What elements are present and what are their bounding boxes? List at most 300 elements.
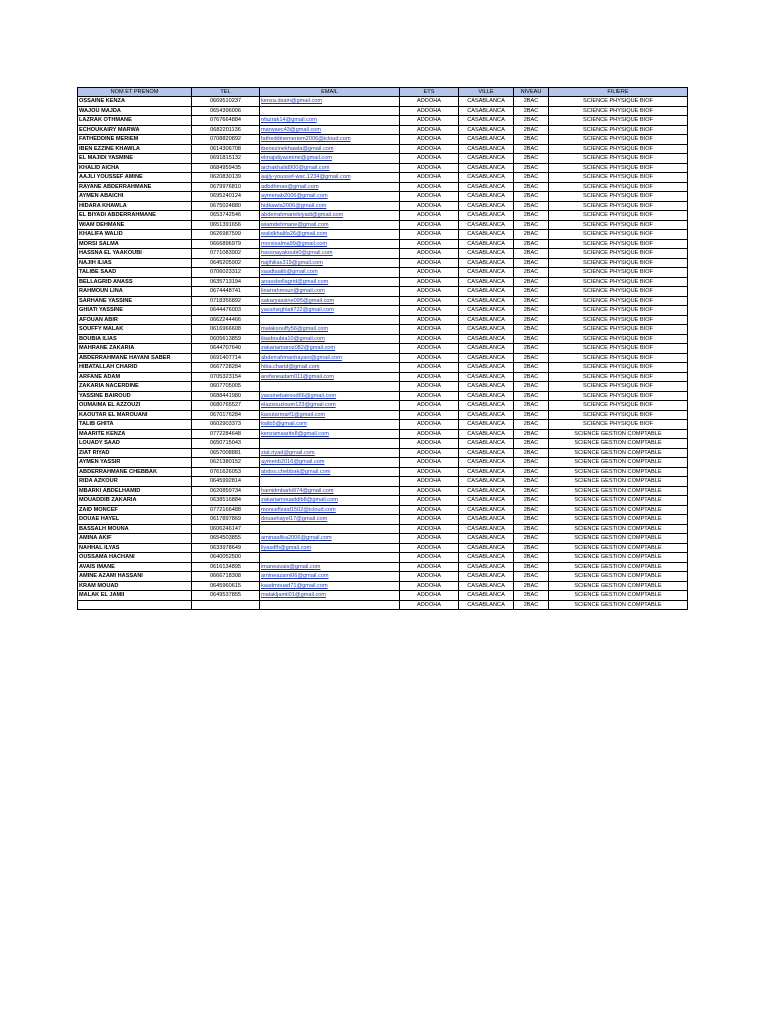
cell-ets: ADDOHA <box>400 477 459 487</box>
cell-name: EL MAJIDI YASMINE <box>78 154 192 164</box>
cell-email[interactable]: abderrahmanhayani@gmail.com <box>260 353 400 363</box>
cell-niveau: 2BAC <box>514 496 549 506</box>
table-row <box>78 211 688 221</box>
cell-filiere: SCIENCE GESTION COMPTABLE <box>549 448 688 458</box>
cell-email[interactable]: aymenb2016@gmail.com <box>260 458 400 468</box>
cell-ets: ADDOHA <box>400 239 459 249</box>
cell-filiere: SCIENCE GESTION COMPTABLE <box>549 505 688 515</box>
cell-email[interactable]: fatheddinemeriem2006@icloud.com <box>260 135 400 145</box>
cell-niveau: 2BAC <box>514 287 549 297</box>
table-row <box>78 163 688 173</box>
cell-tel <box>192 600 260 610</box>
cell-filiere: SCIENCE PHYSIQUE BIOF <box>549 106 688 116</box>
table-row <box>78 106 688 116</box>
cell-ets: ADDOHA <box>400 173 459 183</box>
cell-niveau: 2BAC <box>514 173 549 183</box>
cell-filiere: SCIENCE PHYSIQUE BIOF <box>549 173 688 183</box>
cell-name: WIAM DEHMANE <box>78 220 192 230</box>
cell-filiere: SCIENCE GESTION COMPTABLE <box>549 477 688 487</box>
cell-ets: ADDOHA <box>400 220 459 230</box>
cell-name: WAJOU MAJDA <box>78 106 192 116</box>
cell-filiere: SCIENCE PHYSIQUE BIOF <box>549 391 688 401</box>
header-ville: VILLE <box>459 88 514 97</box>
cell-ville: CASABLANCA <box>459 325 514 335</box>
cell-filiere: SCIENCE PHYSIQUE BIOF <box>549 410 688 420</box>
table-row <box>78 154 688 164</box>
cell-tel: 0614306708 <box>192 144 260 154</box>
cell-ville: CASABLANCA <box>459 144 514 154</box>
cell-tel: 0688441980 <box>192 391 260 401</box>
cell-email[interactable]: douaehayel17@gmail.com <box>260 515 400 525</box>
cell-filiere: SCIENCE GESTION COMPTABLE <box>549 439 688 449</box>
cell-ets: ADDOHA <box>400 135 459 145</box>
cell-ets: ADDOHA <box>400 154 459 164</box>
table-row <box>78 467 688 477</box>
table-row <box>78 353 688 363</box>
cell-niveau: 2BAC <box>514 306 549 316</box>
cell-filiere: SCIENCE PHYSIQUE BIOF <box>549 258 688 268</box>
cell-filiere: SCIENCE PHYSIQUE BIOF <box>549 220 688 230</box>
cell-tel: 0691815132 <box>192 154 260 164</box>
cell-niveau: 2BAC <box>514 239 549 249</box>
table-row <box>78 401 688 411</box>
cell-tel: 0653742546 <box>192 211 260 221</box>
cell-filiere: SCIENCE GESTION COMPTABLE <box>549 581 688 591</box>
cell-email[interactable]: adbdhman@gmail.com <box>260 182 400 192</box>
table-row <box>78 420 688 430</box>
cell-name: KHALID AICHA <box>78 163 192 173</box>
cell-tel: 0602903373 <box>192 420 260 430</box>
cell-email[interactable]: kaoutarmarf1@gmail.com <box>260 410 400 420</box>
cell-email[interactable]: iliasboubia10@gmail.com <box>260 334 400 344</box>
cell-ets: ADDOHA <box>400 325 459 335</box>
cell-niveau: 2BAC <box>514 296 549 306</box>
cell-email[interactable]: aymenab2006@gmail.com <box>260 192 400 202</box>
cell-email <box>260 553 400 563</box>
cell-ville: CASABLANCA <box>459 572 514 582</box>
cell-ville: CASABLANCA <box>459 524 514 534</box>
cell-name: AMINA AKIF <box>78 534 192 544</box>
cell-niveau: 2BAC <box>514 182 549 192</box>
cell-filiere: SCIENCE GESTION COMPTABLE <box>549 543 688 553</box>
cell-niveau: 2BAC <box>514 201 549 211</box>
cell-filiere: SCIENCE GESTION COMPTABLE <box>549 572 688 582</box>
cell-filiere: SCIENCE PHYSIQUE BIOF <box>549 154 688 164</box>
header-filiere: FILIERE <box>549 88 688 97</box>
table-row <box>78 192 688 202</box>
cell-ville: CASABLANCA <box>459 287 514 297</box>
cell-ets: ADDOHA <box>400 258 459 268</box>
cell-tel: 0761626053 <box>192 467 260 477</box>
cell-filiere: SCIENCE GESTION COMPTABLE <box>549 458 688 468</box>
cell-niveau: 2BAC <box>514 230 549 240</box>
cell-ets: ADDOHA <box>400 572 459 582</box>
cell-email[interactable]: yassinebairoud66@gmail.com <box>260 391 400 401</box>
cell-name: MAARITE KENZA <box>78 429 192 439</box>
cell-filiere: SCIENCE PHYSIQUE BIOF <box>549 116 688 126</box>
cell-ets: ADDOHA <box>400 230 459 240</box>
cell-niveau: 2BAC <box>514 363 549 373</box>
cell-ville: CASABLANCA <box>459 429 514 439</box>
cell-name: RAYANE ABDERRAHMANE <box>78 182 192 192</box>
cell-ets: ADDOHA <box>400 315 459 325</box>
table-row <box>78 410 688 420</box>
cell-email <box>260 600 400 610</box>
cell-niveau: 2BAC <box>514 135 549 145</box>
cell-niveau: 2BAC <box>514 106 549 116</box>
cell-niveau: 2BAC <box>514 600 549 610</box>
table-row <box>78 382 688 392</box>
cell-ets: ADDOHA <box>400 553 459 563</box>
cell-email[interactable]: abderrahmanebiyadi@gmail.com <box>260 211 400 221</box>
header-name: NOM ET PRENOM <box>78 88 192 97</box>
cell-email[interactable]: walidkhalifa26@gmail.com <box>260 230 400 240</box>
cell-email[interactable]: wiamdehmane@gmail.com <box>260 220 400 230</box>
cell-ville: CASABLANCA <box>459 315 514 325</box>
cell-email[interactable]: ibenezinekhawla@gmail.com <box>260 144 400 154</box>
cell-niveau: 2BAC <box>514 515 549 525</box>
cell-ville: CASABLANCA <box>459 268 514 278</box>
cell-tel: 0666718308 <box>192 572 260 582</box>
cell-niveau: 2BAC <box>514 439 549 449</box>
cell-niveau: 2BAC <box>514 220 549 230</box>
cell-ets: ADDOHA <box>400 249 459 259</box>
cell-email[interactable]: kenzamaarite8@gmail.com <box>260 429 400 439</box>
cell-filiere: SCIENCE PHYSIQUE BIOF <box>549 372 688 382</box>
cell-email <box>260 524 400 534</box>
cell-ets: ADDOHA <box>400 467 459 477</box>
cell-ets: ADDOHA <box>400 211 459 221</box>
cell-name: RIDA AZKOUR <box>78 477 192 487</box>
cell-email[interactable]: ofazrak14@gmail.com <box>260 116 400 126</box>
cell-ets: ADDOHA <box>400 401 459 411</box>
cell-ets: ADDOHA <box>400 448 459 458</box>
cell-tel: 0651391656 <box>192 220 260 230</box>
cell-tel: 0638516884 <box>192 496 260 506</box>
cell-tel: 0669510237 <box>192 97 260 107</box>
cell-tel: 0621380152 <box>192 458 260 468</box>
table-row <box>78 486 688 496</box>
table-row <box>78 562 688 572</box>
table-row <box>78 239 688 249</box>
cell-ville: CASABLANCA <box>459 125 514 135</box>
cell-email[interactable]: hidkawla2006@gmail.com <box>260 201 400 211</box>
cell-name: ABDERRAHMANE CHEBBAK <box>78 467 192 477</box>
cell-name: MOUADDIB ZAKARIA <box>78 496 192 506</box>
cell-tel: 0674448741 <box>192 287 260 297</box>
cell-name: DOUAE HAYEL <box>78 515 192 525</box>
cell-name: ABDERRAHMANE HAYANI SABER <box>78 353 192 363</box>
cell-email[interactable]: hamidmbarki974@gmail.com <box>260 486 400 496</box>
cell-filiere: SCIENCE PHYSIQUE BIOF <box>549 277 688 287</box>
cell-ets: ADDOHA <box>400 581 459 591</box>
cell-niveau: 2BAC <box>514 382 549 392</box>
table-row <box>78 334 688 344</box>
cell-ville: CASABLANCA <box>459 211 514 221</box>
table-row <box>78 315 688 325</box>
cell-name: FATHEDDINE MERIEM <box>78 135 192 145</box>
cell-niveau: 2BAC <box>514 401 549 411</box>
cell-tel: 0605613859 <box>192 334 260 344</box>
cell-name: BOUBIA ILIAS <box>78 334 192 344</box>
cell-email[interactable]: linarrahmoun@gmail.com <box>260 287 400 297</box>
cell-name: LAZRAK OTHMANE <box>78 116 192 126</box>
cell-niveau: 2BAC <box>514 572 549 582</box>
cell-ville: CASABLANCA <box>459 439 514 449</box>
cell-email[interactable]: imaneavais@gmail.com <box>260 562 400 572</box>
cell-name: OUSSAMA HACHANI <box>78 553 192 563</box>
cell-ville: CASABLANCA <box>459 382 514 392</box>
cell-email[interactable]: ziat.riyad@gmail.com <box>260 448 400 458</box>
cell-name: AVAIS IMANE <box>78 562 192 572</box>
table-row <box>78 230 688 240</box>
table-row <box>78 125 688 135</box>
cell-email[interactable]: zakariamaroz082@gmail.com <box>260 344 400 354</box>
cell-name: ZAKARIA NACERDINE <box>78 382 192 392</box>
table-row <box>78 534 688 544</box>
cell-email[interactable]: marwaec43@gmail.com <box>260 125 400 135</box>
cell-email[interactable]: malakljamii01@gmail.com <box>260 591 400 601</box>
cell-niveau: 2BAC <box>514 258 549 268</box>
cell-name: HIDARA KHAWLA <box>78 201 192 211</box>
cell-ets: ADDOHA <box>400 429 459 439</box>
cell-email[interactable]: monceflzaid1502@icloud.com <box>260 505 400 515</box>
cell-niveau: 2BAC <box>514 315 549 325</box>
table-row <box>78 448 688 458</box>
cell-name: EL BIYADI ABDERRAHMANE <box>78 211 192 221</box>
cell-email <box>260 106 400 116</box>
cell-ville: CASABLANCA <box>459 534 514 544</box>
table-row <box>78 572 688 582</box>
cell-ets: ADDOHA <box>400 353 459 363</box>
cell-ville: CASABLANCA <box>459 477 514 487</box>
cell-ville: CASABLANCA <box>459 363 514 373</box>
cell-tel: 0718356892 <box>192 296 260 306</box>
cell-email[interactable]: ilyasdfh@gmail.com <box>260 543 400 553</box>
cell-name: HASSNA EL YAAKOUBI <box>78 249 192 259</box>
cell-ville: CASABLANCA <box>459 116 514 126</box>
cell-tel: 0679976810 <box>192 182 260 192</box>
cell-name: AYMEN ABAICHI <box>78 192 192 202</box>
table-row <box>78 496 688 506</box>
cell-email[interactable]: najihilias319@gmail.com <box>260 258 400 268</box>
cell-ets: ADDOHA <box>400 372 459 382</box>
table-row <box>78 296 688 306</box>
cell-name: ARFANE ADAM <box>78 372 192 382</box>
cell-ville: CASABLANCA <box>459 230 514 240</box>
cell-name: HIBATALLAH CHARID <box>78 363 192 373</box>
cell-ets: ADDOHA <box>400 515 459 525</box>
cell-email[interactable]: abdou.chebbak@gmail.com <box>260 467 400 477</box>
cell-ets: ADDOHA <box>400 106 459 116</box>
cell-ville: CASABLANCA <box>459 401 514 411</box>
cell-tel: 0670176284 <box>192 410 260 420</box>
cell-niveau: 2BAC <box>514 505 549 515</box>
cell-name: MBARKI ABDELHAMID <box>78 486 192 496</box>
header-ets: ETS <box>400 88 459 97</box>
cell-name: OUMAIMA EL AZZOUZI <box>78 401 192 411</box>
cell-ets: ADDOHA <box>400 97 459 107</box>
cell-filiere: SCIENCE PHYSIQUE BIOF <box>549 287 688 297</box>
table-row <box>78 581 688 591</box>
cell-tel: 0771083902 <box>192 249 260 259</box>
cell-niveau: 2BAC <box>514 534 549 544</box>
cell-filiere: SCIENCE GESTION COMPTABLE <box>549 515 688 525</box>
cell-name: BELLAGRID ANASS <box>78 277 192 287</box>
cell-filiere: SCIENCE GESTION COMPTABLE <box>549 553 688 563</box>
cell-ets: ADDOHA <box>400 410 459 420</box>
cell-niveau: 2BAC <box>514 562 549 572</box>
cell-tel: 0772166488 <box>192 505 260 515</box>
cell-email[interactable]: elmajidiyasmine@gmail.com <box>260 154 400 164</box>
cell-ville: CASABLANCA <box>459 306 514 316</box>
cell-email[interactable]: malaksouffy56@gmail.com <box>260 325 400 335</box>
cell-email[interactable]: kenza.dsain@gmail.com <box>260 97 400 107</box>
table-row <box>78 543 688 553</box>
cell-tel: 0684959435 <box>192 163 260 173</box>
cell-niveau: 2BAC <box>514 448 549 458</box>
cell-ets: ADDOHA <box>400 334 459 344</box>
cell-ets: ADDOHA <box>400 116 459 126</box>
cell-ets: ADDOHA <box>400 543 459 553</box>
cell-tel: 0708820892 <box>192 135 260 145</box>
cell-tel: 0606246147 <box>192 524 260 534</box>
cell-name <box>78 600 192 610</box>
cell-email[interactable]: hiba.charid@gmail.com <box>260 363 400 373</box>
cell-ville: CASABLANCA <box>459 220 514 230</box>
cell-filiere: SCIENCE PHYSIQUE BIOF <box>549 182 688 192</box>
table-row <box>78 363 688 373</box>
cell-tel: 0666896979 <box>192 239 260 249</box>
cell-tel: 0645205902 <box>192 258 260 268</box>
cell-niveau: 2BAC <box>514 553 549 563</box>
cell-email[interactable]: kaadmouad71@gmail.com <box>260 581 400 591</box>
cell-name: RAHMOUN LINA <box>78 287 192 297</box>
cell-filiere: SCIENCE PHYSIQUE BIOF <box>549 211 688 221</box>
cell-ets: ADDOHA <box>400 458 459 468</box>
table-row <box>78 505 688 515</box>
cell-ville: CASABLANCA <box>459 496 514 506</box>
cell-filiere: SCIENCE PHYSIQUE BIOF <box>549 268 688 278</box>
cell-tel: 0675024880 <box>192 201 260 211</box>
cell-name: SARHANE YASSINE <box>78 296 192 306</box>
cell-ville: CASABLANCA <box>459 562 514 572</box>
cell-ets: ADDOHA <box>400 125 459 135</box>
cell-name: AFOUAN ABIR <box>78 315 192 325</box>
cell-tel: 0616134895 <box>192 562 260 572</box>
table-row <box>78 173 688 183</box>
cell-ville: CASABLANCA <box>459 334 514 344</box>
cell-email[interactable]: zakariamouaddib8@gmail.com <box>260 496 400 506</box>
cell-name: BASSALH MOUNA <box>78 524 192 534</box>
cell-ville: CASABLANCA <box>459 173 514 183</box>
header-niveau: NIVEAU <box>514 88 549 97</box>
cell-email[interactable]: sakaryassine095@gmail.com <box>260 296 400 306</box>
cell-email[interactable]: arefaneadam011@gmail.com <box>260 372 400 382</box>
header-email: EMAIL <box>260 88 400 97</box>
cell-niveau: 2BAC <box>514 420 549 430</box>
cell-filiere: SCIENCE PHYSIQUE BIOF <box>549 306 688 316</box>
cell-email[interactable]: hassnayakoubi0@gmail.com <box>260 249 400 259</box>
cell-name: NAJIH ILIAS <box>78 258 192 268</box>
table-row <box>78 524 688 534</box>
cell-niveau: 2BAC <box>514 211 549 221</box>
cell-name: NAHHAL ILYAS <box>78 543 192 553</box>
cell-niveau: 2BAC <box>514 163 549 173</box>
cell-filiere: SCIENCE PHYSIQUE BIOF <box>549 296 688 306</box>
cell-ets: ADDOHA <box>400 201 459 211</box>
cell-ets: ADDOHA <box>400 505 459 515</box>
cell-ville: CASABLANCA <box>459 296 514 306</box>
cell-ville: CASABLANCA <box>459 410 514 420</box>
cell-email[interactable]: morsisalma99@gmail.com <box>260 239 400 249</box>
cell-tel: 0620830139 <box>192 173 260 183</box>
cell-email[interactable]: saadtaalib@gmail.com <box>260 268 400 278</box>
cell-tel: 0644707640 <box>192 344 260 354</box>
table-row <box>78 553 688 563</box>
cell-tel: 0662244466 <box>192 315 260 325</box>
cell-tel: 0654503855 <box>192 534 260 544</box>
cell-ets: ADDOHA <box>400 268 459 278</box>
cell-niveau: 2BAC <box>514 97 549 107</box>
cell-name: GHIATI YASSINE <box>78 306 192 316</box>
table-row <box>78 458 688 468</box>
cell-niveau: 2BAC <box>514 192 549 202</box>
cell-tel: 0705323154 <box>192 372 260 382</box>
cell-filiere: SCIENCE PHYSIQUE BIOF <box>549 144 688 154</box>
cell-name: TALIB GHITA <box>78 420 192 430</box>
table-row <box>78 268 688 278</box>
cell-tel: 0644476003 <box>192 306 260 316</box>
cell-niveau: 2BAC <box>514 458 549 468</box>
cell-ets: ADDOHA <box>400 524 459 534</box>
cell-ets: ADDOHA <box>400 391 459 401</box>
cell-ville: CASABLANCA <box>459 277 514 287</box>
table-row <box>78 429 688 439</box>
cell-filiere: SCIENCE PHYSIQUE BIOF <box>549 420 688 430</box>
cell-name: ZIAT RIYAD <box>78 448 192 458</box>
cell-ets: ADDOHA <box>400 182 459 192</box>
cell-filiere: SCIENCE PHYSIQUE BIOF <box>549 401 688 411</box>
cell-name: TALIBE SAAD <box>78 268 192 278</box>
cell-email[interactable]: italib5@gmail.com <box>260 420 400 430</box>
cell-email[interactable]: amineazami06@gmail.com <box>260 572 400 582</box>
table-row <box>78 277 688 287</box>
cell-niveau: 2BAC <box>514 372 549 382</box>
cell-niveau: 2BAC <box>514 477 549 487</box>
cell-niveau: 2BAC <box>514 353 549 363</box>
cell-ville: CASABLANCA <box>459 258 514 268</box>
cell-tel: 0617897869 <box>192 515 260 525</box>
cell-niveau: 2BAC <box>514 524 549 534</box>
cell-filiere: SCIENCE GESTION COMPTABLE <box>549 591 688 601</box>
table-row <box>78 258 688 268</box>
cell-email[interactable]: aminaafika2006@gmail.com <box>260 534 400 544</box>
cell-ville: CASABLANCA <box>459 201 514 211</box>
cell-ets: ADDOHA <box>400 192 459 202</box>
cell-niveau: 2BAC <box>514 116 549 126</box>
cell-name: LOUADY SAAD <box>78 439 192 449</box>
cell-niveau: 2BAC <box>514 543 549 553</box>
cell-name: AMINE AZAMI HASSANI <box>78 572 192 582</box>
cell-email[interactable]: yassineghiati722@gmail.com <box>260 306 400 316</box>
cell-email[interactable]: anassbellagrid@gmail.com <box>260 277 400 287</box>
header-tel: TEL <box>192 88 260 97</box>
cell-email[interactable]: aichakhalid900@gmail.com <box>260 163 400 173</box>
cell-name: AYMEN YASSIR <box>78 458 192 468</box>
cell-email[interactable]: aajly-youssef-wac.1234@gmail.com <box>260 173 400 183</box>
cell-email[interactable]: elazzouzioum123@gmail.com <box>260 401 400 411</box>
